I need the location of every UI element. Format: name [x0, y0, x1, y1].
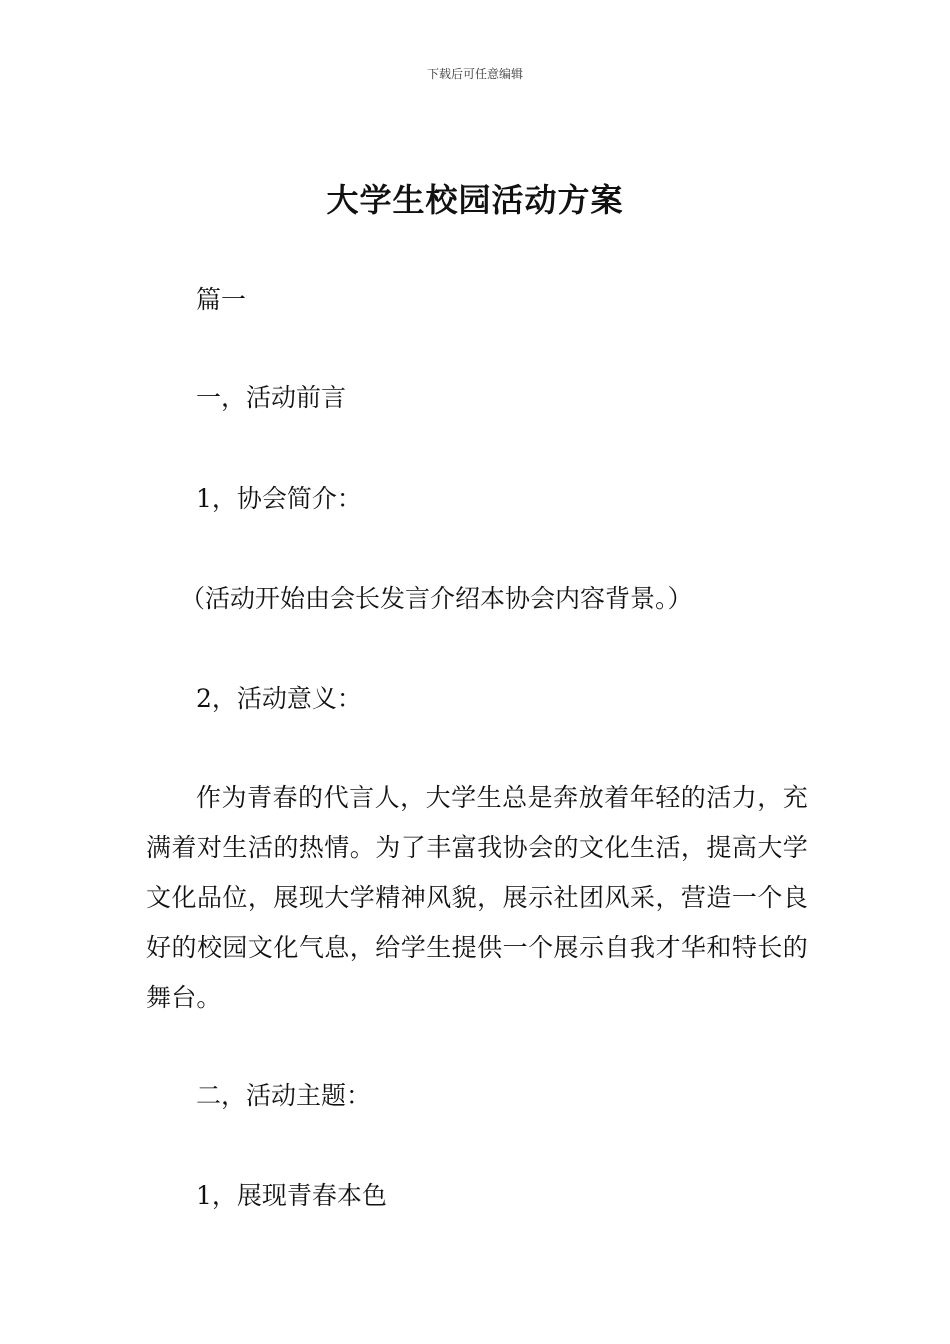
theme-item-1: 1，展现青春本色 — [196, 1181, 387, 1210]
part-label: 篇一 — [196, 285, 247, 314]
section-heading-theme: 二，活动主题： — [196, 1081, 372, 1110]
item-heading-association-intro: 1，协会简介： — [196, 484, 362, 513]
document-title: 大学生校园活动方案 — [326, 181, 624, 219]
activity-significance-paragraph: 作为青春的代言人，大学生总是奔放着年轻的活力，充满着对生活的热情。为了丰富我协会的文化生活，提高大学文化品位，展现大学精神风貌，展示社团风采，营造一个良好的校园文化气息，给学生提供一个展示自我才华和特长的舞台。 — [146, 783, 808, 1012]
item-heading-activity-significance: 2，活动意义： — [196, 684, 362, 713]
association-intro-text: （活动开始由会长发言介绍本协会内容背景。） — [180, 584, 693, 613]
section-heading-preface: 一，活动前言 — [196, 383, 347, 412]
header-note: 下载后可任意编辑 — [426, 67, 523, 81]
